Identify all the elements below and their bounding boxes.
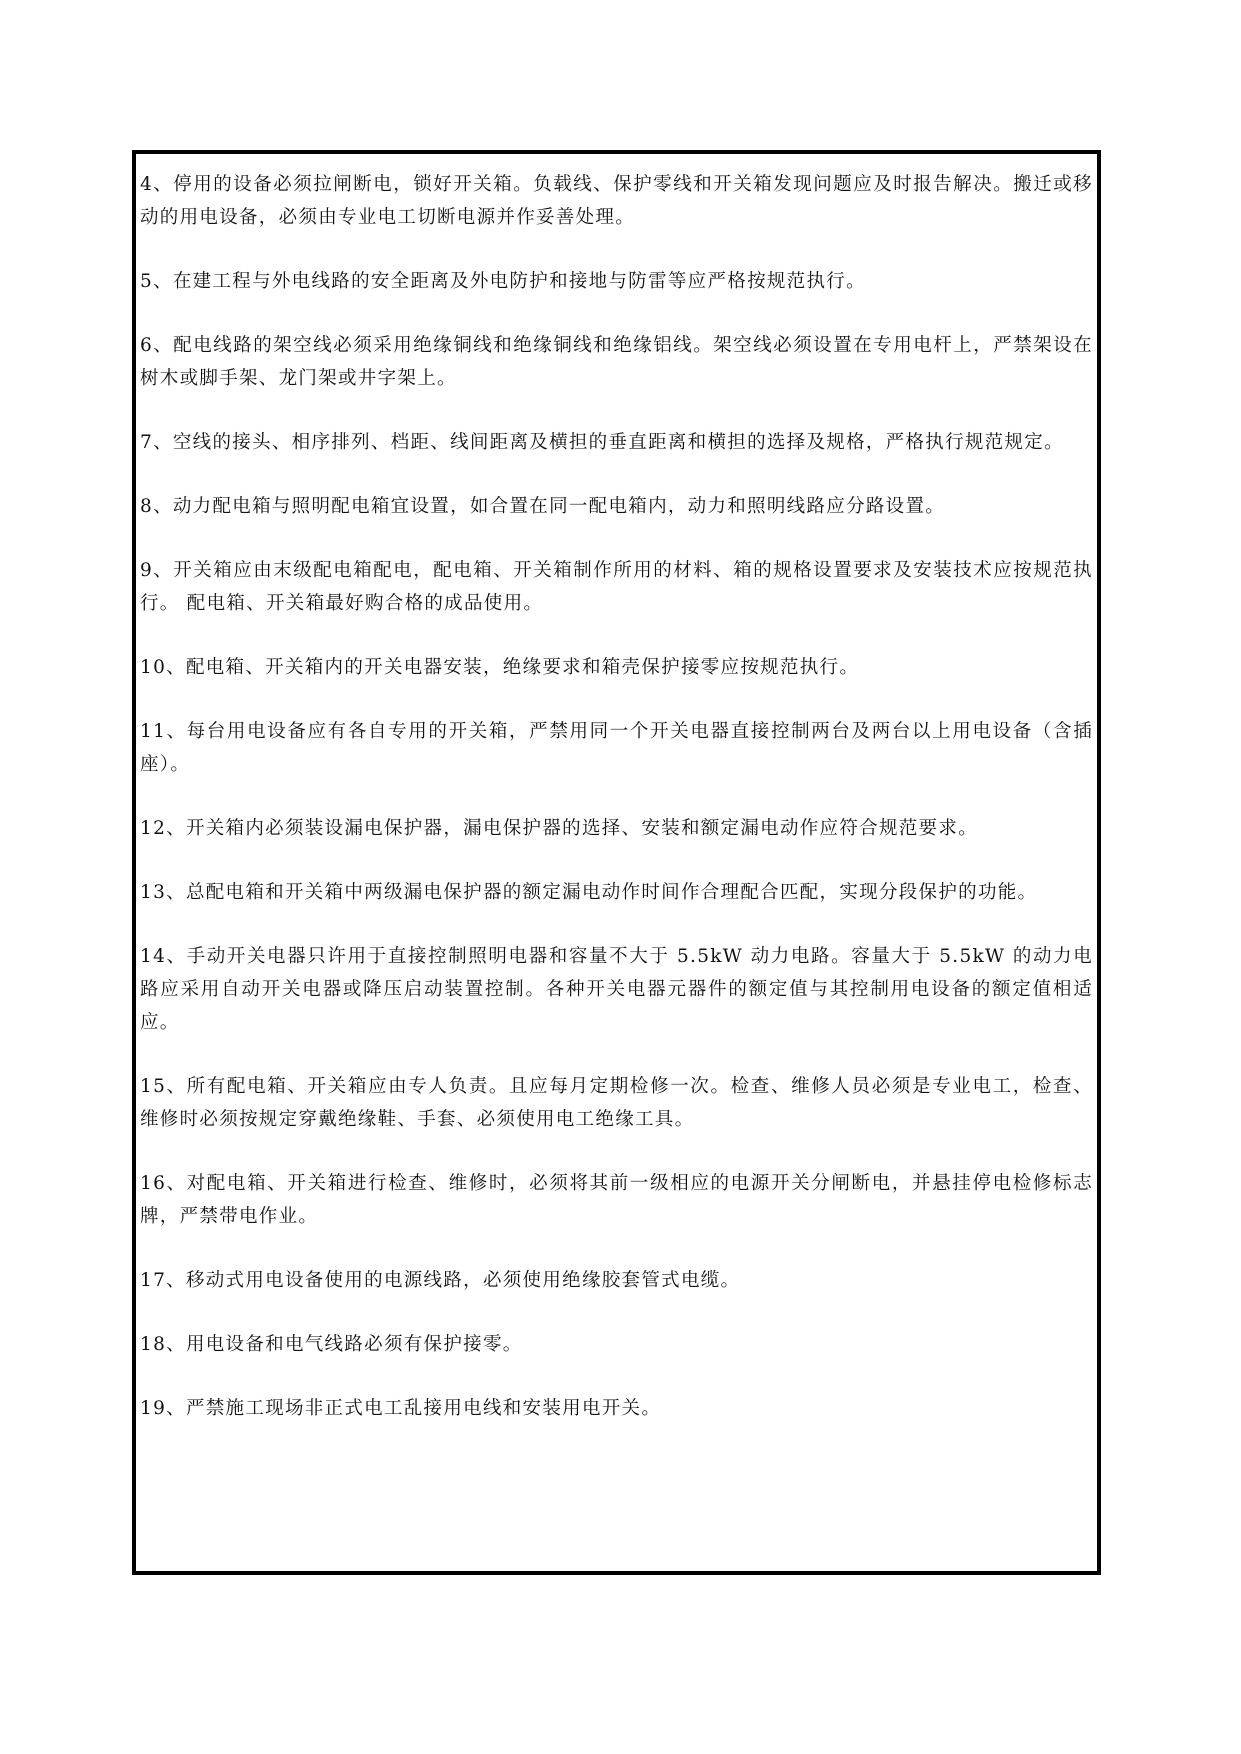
rule-item-11: 11、每台用电设备应有各自专用的开关箱，严禁用同一个开关电器直接控制两台及两台以上用电设备（含插座）。 [140,721,1093,775]
rule-item-16: 16、对配电箱、开关箱进行检查、维修时，必须将其前一级相应的电源开关分闸断电，并悬挂停电检修标志牌，严禁带电作业。 [140,1173,1093,1227]
rule-item-14: 14、手动开关电器只许用于直接控制照明电器和容量不大于 5.5kW 动力电路。容量大于 5.5kW 的动力电路应采用自动开关电器或降压启动装置控制。各种开关电器元器件的额定值与其控制用电设备的额定值相适应。 [140,946,1093,1033]
rule-item-4: 4、停用的设备必须拉闸断电，锁好开关箱。负载线、保护零线和开关箱发现问题应及时报告解决。搬迁或移动的用电设备，必须由专业电工切断电源并作妥善处理。 [140,174,1093,228]
rule-item-18: 18、用电设备和电气线路必须有保护接零。 [140,1334,523,1355]
rule-item-19: 19、严禁施工现场非正式电工乱接用电线和安装用电开关。 [140,1398,662,1419]
rule-item-9: 9、开关箱应由末级配电箱配电，配电箱、开关箱制作所用的材料、箱的规格设置要求及安装技术应按规范执行。 配电箱、开关箱最好购合格的成品使用。 [140,560,1093,614]
rule-item-5: 5、在建工程与外电线路的安全距离及外电防护和接地与防雷等应严格按规范执行。 [140,271,866,292]
rule-item-17: 17、移动式用电设备使用的电源线路，必须使用绝缘胶套管式电缆。 [140,1270,741,1291]
rule-item-8: 8、动力配电箱与照明配电箱宜设置，如合置在同一配电箱内，动力和照明线路应分路设置。 [140,496,946,517]
rule-item-7: 7、空线的接头、相序排列、档距、线间距离及横担的垂直距离和横担的选择及规格，严格执行规范规定。 [140,432,1064,453]
rule-item-6: 6、配电线路的架空线必须采用绝缘铜线和绝缘铜线和绝缘铝线。架空线必须设置在专用电杆上，严禁架设在树木或脚手架、龙门架或井字架上。 [140,335,1093,389]
bordered-table-cell [132,150,1101,1575]
rule-item-15: 15、所有配电箱、开关箱应由专人负责。且应每月定期检修一次。检查、维修人员必须是专业电工，检查、维修时必须按规定穿戴绝缘鞋、手套、必须使用电工绝缘工具。 [140,1076,1093,1130]
rule-item-12: 12、开关箱内必须装设漏电保护器，漏电保护器的选择、安装和额定漏电动作应符合规范要求。 [140,818,978,839]
rule-item-10: 10、配电箱、开关箱内的开关电器安装，绝缘要求和箱壳保护接零应按规范执行。 [140,657,860,678]
safety-rules-list [140,168,1093,1456]
rule-item-13: 13、总配电箱和开关箱中两级漏电保护器的额定漏电动作时间作合理配合匹配，实现分段保护的功能。 [140,882,1038,903]
